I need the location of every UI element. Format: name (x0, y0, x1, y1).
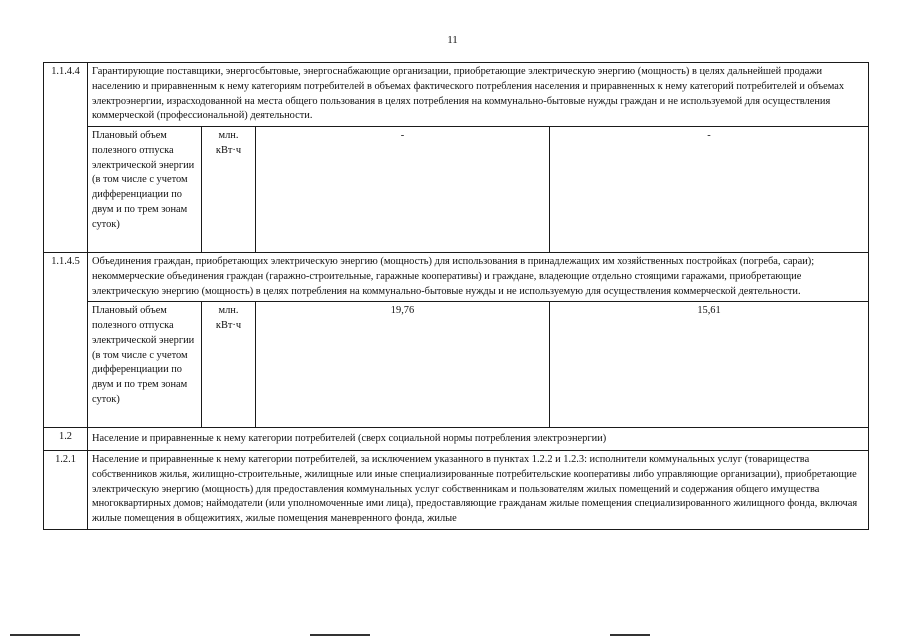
page-number: 11 (447, 34, 458, 46)
indicator-name: Плановый объем полезного отпуска электрической энергии (в том числе с учетом дифференциации по двум и по трем зонам суток) (88, 302, 202, 428)
category-description: Население и приравненные к нему категории потребителей (сверх социальной нормы потребления электроэнергии) (88, 428, 869, 451)
value-first-half: 19,76 (256, 302, 550, 428)
table-row (44, 451, 869, 530)
page-bottom-edge (0, 632, 905, 640)
row-number: 1.2.1 (44, 451, 88, 530)
value-second-half: - (550, 127, 869, 253)
row-number: 1.1.4.5 (44, 253, 88, 428)
table-row (44, 63, 869, 127)
category-description: Гарантирующие поставщики, энергосбытовые, энергоснабжающие организации, приобретающие электрическую энергию (мощность) в целях дальнейшей продажи населению и приравненным к нему категориям потребителей в объемах фактического потребления населения и приравненных к нему категорий потребителей и объемах электроэнергии, израсходованной на места общего пользования в целях потребления на коммунально-бытовые нужды граждан и не используемой для осуществления коммерческой (профессиональной) деятельности. (88, 63, 869, 127)
table-row (44, 428, 869, 451)
unit-cell: млн. кВт·ч (202, 302, 256, 428)
indicator-name: Плановый объем полезного отпуска электрической энергии (в том числе с учетом дифференциации по двум и по трем зонам суток) (88, 127, 202, 253)
scan-artifact (310, 634, 370, 636)
category-description: Объединения граждан, приобретающих электрическую энергию (мощность) для использования в принадлежащих им хозяйственных постройках (погреба, сараи); некоммерческие объединения граждан (гаражно-строительные, гаражные кооперативы) и граждане, владеющие отдельно стоящими гаражами, приобретающие электрическую энергию (мощность) в целях потребления на коммунально-бытовые нужды и не используемую для осуществления коммерческой деятельности. (88, 253, 869, 302)
value-first-half: - (256, 127, 550, 253)
category-description: Население и приравненные к нему категории потребителей, за исключением указанного в пунктах 1.2.2 и 1.2.3: исполнители коммунальных услуг (товарищества собственников жилья, жилищно-строительные, жилищные или иные специализированные потребительские кооперативы либо управляющие организации), приобретающие электрическую энергию (мощность) для предоставления коммунальных услуг собственникам и пользователям жилых помещений и содержания общего имущества многоквартирных домов; наймодатели (или уполномоченные ими лица), предоставляющие гражданам жилые помещения специализированного жилищного фонда, включая жилые помещения в общежитиях, жилые помещения маневренного фонда, жилые (88, 451, 869, 530)
row-number: 1.1.4.4 (44, 63, 88, 253)
table-row (44, 127, 869, 253)
value-second-half: 15,61 (550, 302, 869, 428)
scan-artifact (10, 634, 80, 636)
table-row (44, 302, 869, 428)
scan-artifact (610, 634, 650, 636)
row-number: 1.2 (44, 428, 88, 451)
tariff-table (43, 62, 869, 530)
unit-cell: млн. кВт·ч (202, 127, 256, 253)
table-row (44, 253, 869, 302)
